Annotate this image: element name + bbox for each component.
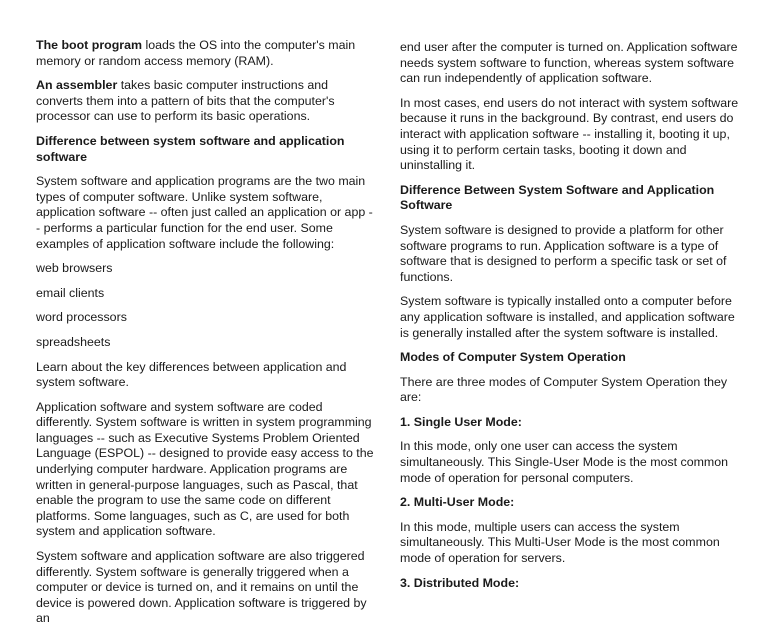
trigger-paragraph: System software and application software are also triggered differently. System software is generally triggered when a computer or device is turned on, and it remains on until the device is powered down. Application software is triggered by an [36, 549, 367, 626]
mode-heading-distributed: 3. Distributed Mode: [400, 575, 520, 590]
single-user-paragraph: In this mode, only one user can access the system simultaneously. This Single-User Mode is the most common mode of operation for personal computers. [400, 439, 729, 485]
section-heading-difference-2: Difference Between System Software and Application Software [400, 182, 715, 213]
types-paragraph: System software and application programs are the two main types of computer software. Unlike system software, application software -- often just called an application or app -- performs a particular function for the end user. Some examples of application software include the following: [36, 174, 373, 251]
mode-heading-multi-user: 2. Multi-User Mode: [400, 495, 515, 510]
list-item-spreadsheets: spreadsheets [36, 334, 111, 349]
end-user-paragraph: end user after the computer is turned on. Application software needs system software to function, whereas system software can run independently of application software. [400, 40, 738, 86]
learn-paragraph: Learn about the key differences between application and system software. [36, 359, 347, 390]
modes-intro-paragraph: There are three modes of Computer System Operation they are: [400, 374, 728, 405]
boot-program-text: loads the OS into the computer's main memory or random access memory (RAM). [36, 38, 356, 68]
assembler-paragraph [36, 78, 376, 125]
assembler-text: takes basic computer instructions and converts them into a pattern of bits that the computer's processor can use to perform its basic operations. [36, 78, 335, 124]
boot-program-paragraph [36, 38, 376, 69]
list-item-word-processors: word processors [36, 310, 127, 325]
install-paragraph: System software is typically installed onto a computer before any application software is installed, and application software is generally installed after the system software is installed. [400, 294, 735, 340]
coding-paragraph: Application software and system software are coded differently. System software is written in system programming languages -- such as Executive Systems Problem Oriented Language (ESPOL) -- designed to provide easy access to the underlying computer hardware. Application programs are written in general-purpose languages, such as Pascal, that enable the program to use the same code on different platforms. Some languages, such as C, are used for both system and application software. [36, 399, 374, 539]
list-item-web-browsers: web browsers [36, 261, 113, 276]
platform-paragraph: System software is designed to provide a platform for other software programs to run. Application software is a type of software that is designed to perform a specific task or set of functions. [400, 222, 727, 284]
background-paragraph: In most cases, end users do not interact with system software because it runs in the background. By contrast, end users do interact with application software -- installing it, booting it up, using it to perform certain tasks, booting it down and uninstalling it. [400, 95, 739, 173]
list-item-email-clients: email clients [36, 285, 105, 300]
multi-user-paragraph: In this mode, multiple users can access the system simultaneously. This Multi-User Mode is the most common mode of operation for servers. [400, 519, 720, 566]
section-heading-modes: Modes of Computer System Operation [400, 350, 626, 365]
boot-program-term: The boot program [36, 38, 143, 52]
right-column [400, 40, 740, 600]
left-column [36, 38, 376, 636]
assembler-term: An assembler [36, 78, 118, 93]
mode-heading-single-user: 1. Single User Mode: [400, 414, 522, 429]
section-heading-difference: Difference between system software and application software [36, 133, 345, 164]
